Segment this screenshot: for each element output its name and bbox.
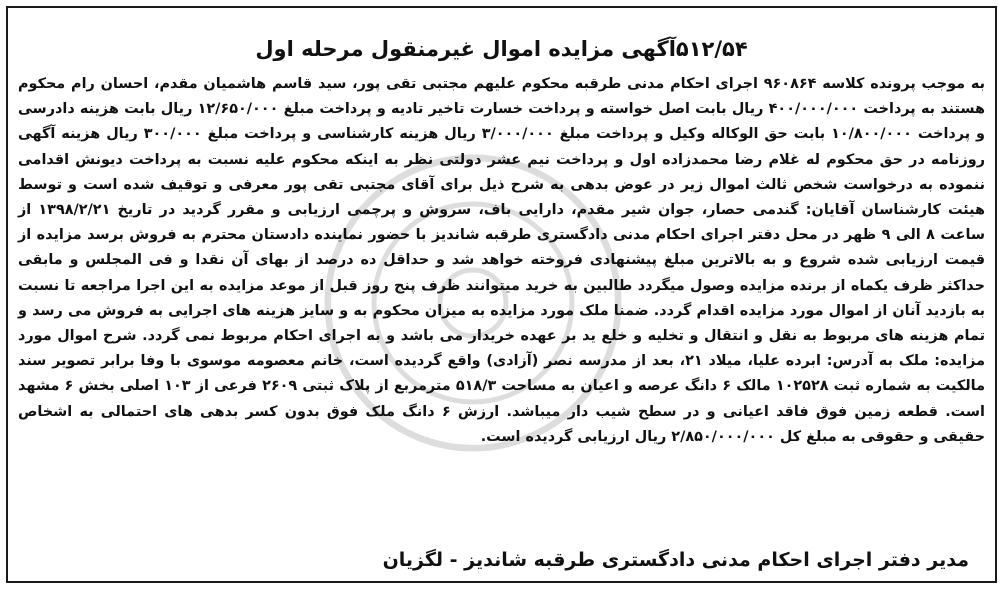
bottom-divider — [8, 581, 995, 583]
notice-title: ۵۱۲/۵۴آگهی مزایده اموال غیرمنقول مرحله اول — [255, 37, 748, 61]
notice-signature: مدیر دفتر اجرای احکام مدنی دادگستری طرقبه شاندیز - لگزیان — [382, 549, 969, 571]
notice-frame — [6, 6, 997, 583]
notice-body: به موجب پرونده کلاسه ۹۶۰۸۶۴ اجرای احکام مدنی طرقبه محکوم علیهم مجتبی تقی پور، سید قاسم هاشمیان مقدم، احسان رام محکوم هستند به پرداخت ۴۰۰/۰۰۰/۰۰۰ ریال بابت اصل خواسته و پرداخت خسارت تاخیر تادیه و پرداخت مبلغ ۱۲/۶۵۰/۰۰۰ ریال بابت هزینه دادرسی و پرداخت ۱۰/۸۰۰/۰۰۰ بابت حق الوکاله وکیل و پرداخت مبلغ ۳/۰۰۰/۰۰۰ ریال هزینه کارشناسی و پرداخت مبلغ ۳۰۰/۰۰۰ ریال هزینه آگهی روزنامه در حق محکوم له غلام رضا محمدزاده اول و پرداخت نیم عشر دولتی نظر به اینکه محکوم علیه نسبت به پرداخت دیونش اقدامی ننموده به درخواست شخص ثالث اموال زیر در عوض بدهی به شرح ذیل برای آقای مجتبی تقی پور معرفی و توقیف شده است و توسط هیئت کارشناسان آقایان: گندمی حصار، جوان شیر مقدم، دارایی باف، سروش و پرچمی ارزیابی و مقرر گردید در تاریخ ۱۳۹۸/۲/۲۱ از ساعت ۸ الی ۹ ظهر در محل دفتر اجرای احکام مدنی دادگستری طرقبه شاندیز با حضور نماینده دادستان محترم به فروش برسد مزایده از قیمت ارزیابی شده شروع و به بالاترین مبلغ پیشنهادی فروخته خواهد شد و حداقل ده درصد از بهای آن نقدا و فی المجلس و مابقی حداکثر ظرف یکماه از برنده مزایده وصول میگردد طالبین به خرید میتوانند ظرف پنج روز قبل از موعد مزایده به این اجرا مراجعه تا نسبت به بازدید آنان از اموال مورد مزایده اقدام گردد. ضمنا ملک مورد مزایده به میزان محکوم به و سایز هزینه های اجرایی به فروش می رسد و تمام هزینه های مربوط به نقل و انتقال و تخلیه و خلع ید بر عهده خریدار می باشد و به اجرای احکام مربوط نمی گردد. شرح اموال مورد مزایده: ملک به آدرس: ابرده علیا، میلاد ۲۱، بعد از مدرسه نصر (آزادی) واقع گردیده است، خانم معصومه موسوی با وفا برابر تصویر سند مالکیت به شماره ثبت ۱۰۲۵۲۸ مالک ۶ دانگ عرصه و اعیان به مساحت ۵۱۸/۳ مترمربع از پلاک ثبتی ۲۶۰۹ فرعی از ۱۰۳ اصلی بخش ۶ مشهد است. قطعه زمین فوق فاقد اعیانی و در سطح شیب دار میباشد. ارزش ۶ دانگ ملک فوق بدون کسر بدهی های احتمالی به اشخاص حقیقی و حقوقی به مبلغ کل ۲/۸۵۰/۰۰۰/۰۰۰ ریال ارزیابی گردیده است. — [18, 76, 986, 445]
